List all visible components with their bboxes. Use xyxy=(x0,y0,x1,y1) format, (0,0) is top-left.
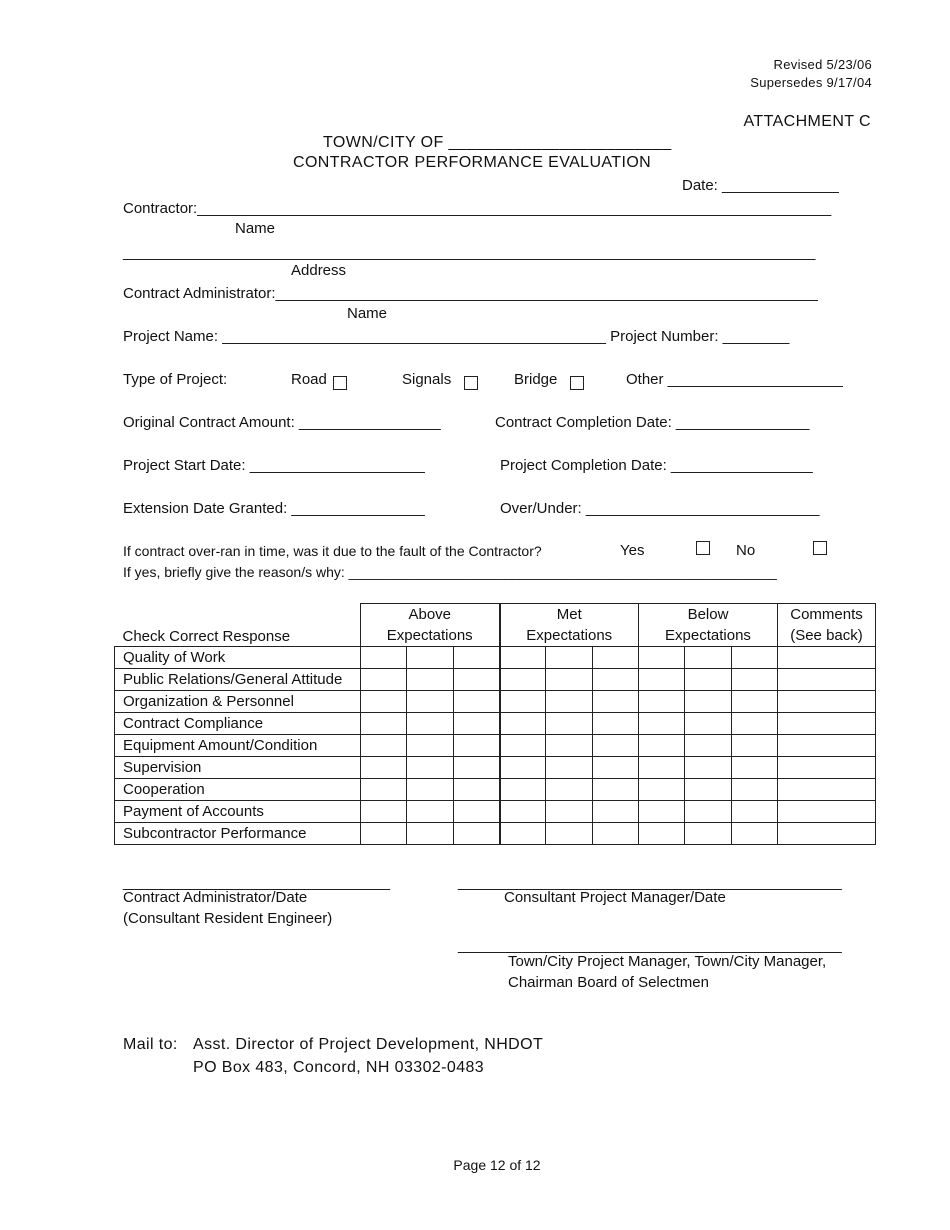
rating-cell[interactable] xyxy=(500,801,546,823)
admin-signature-sublabel: (Consultant Resident Engineer) xyxy=(123,910,333,927)
rating-cell[interactable] xyxy=(546,779,593,801)
rating-cell[interactable] xyxy=(593,691,639,713)
rating-cell[interactable] xyxy=(407,735,454,757)
yes-checkbox[interactable] xyxy=(696,541,710,555)
comment-cell[interactable] xyxy=(778,801,876,823)
rating-cell[interactable] xyxy=(593,779,639,801)
mail-to-label: Mail to: xyxy=(123,1036,178,1053)
town-pm-label: Town/City Project Manager, Town/City Manager, xyxy=(508,953,827,970)
rating-cell[interactable] xyxy=(639,647,685,669)
rating-cell[interactable] xyxy=(732,757,778,779)
type-bridge-label: Bridge xyxy=(514,371,558,388)
comment-cell[interactable] xyxy=(778,735,876,757)
overran-question: If contract over-ran in time, was it due to the fault of the Contractor? xyxy=(123,543,542,559)
rating-cell[interactable] xyxy=(500,757,546,779)
bridge-checkbox[interactable] xyxy=(570,376,584,390)
reasons-field[interactable]: If yes, briefly give the reason/s why: _______________________________________________________ xyxy=(123,564,777,580)
rating-cell[interactable] xyxy=(407,801,454,823)
rating-cell[interactable] xyxy=(546,735,593,757)
comment-cell[interactable] xyxy=(778,823,876,845)
revised-date: Revised 5/23/06 xyxy=(773,57,872,72)
criterion-label: Cooperation xyxy=(115,779,361,801)
column-met-expectations: Met Expectations xyxy=(500,604,639,647)
rating-cell[interactable] xyxy=(732,823,778,845)
criterion-label: Payment of Accounts xyxy=(115,801,361,823)
rating-cell[interactable] xyxy=(361,735,407,757)
rating-cell[interactable] xyxy=(685,735,732,757)
table-row xyxy=(115,757,876,779)
project-completion-date-field[interactable]: Project Completion Date: _________________ xyxy=(500,457,813,474)
comment-cell[interactable] xyxy=(778,669,876,691)
rating-cell[interactable] xyxy=(593,713,639,735)
mail-address-line1: Asst. Director of Project Development, NHDOT xyxy=(193,1036,544,1053)
project-name-field[interactable]: Project Name: ______________________________________________ Project Number: ________ xyxy=(123,328,790,345)
rating-cell[interactable] xyxy=(685,647,732,669)
criterion-label: Contract Compliance xyxy=(115,713,361,735)
evaluation-table xyxy=(114,603,876,845)
table-row xyxy=(115,735,876,757)
rating-cell[interactable] xyxy=(407,691,454,713)
table-row xyxy=(115,647,876,669)
rating-cell[interactable] xyxy=(407,647,454,669)
column-comments: Comments (See back) xyxy=(778,604,876,647)
rating-cell[interactable] xyxy=(546,757,593,779)
rating-cell[interactable] xyxy=(639,757,685,779)
comment-cell[interactable] xyxy=(778,779,876,801)
no-label: No xyxy=(736,542,756,559)
criterion-label: Equipment Amount/Condition xyxy=(115,735,361,757)
rating-cell[interactable] xyxy=(361,779,407,801)
rating-cell[interactable] xyxy=(546,823,593,845)
criterion-label: Supervision xyxy=(115,757,361,779)
rating-cell[interactable] xyxy=(454,735,500,757)
rating-cell[interactable] xyxy=(732,735,778,757)
rating-cell[interactable] xyxy=(639,735,685,757)
rating-cell[interactable] xyxy=(593,647,639,669)
criterion-label: Subcontractor Performance xyxy=(115,823,361,845)
comment-cell[interactable] xyxy=(778,691,876,713)
rating-cell[interactable] xyxy=(454,757,500,779)
rating-cell[interactable] xyxy=(593,801,639,823)
rating-cell[interactable] xyxy=(500,713,546,735)
rating-cell[interactable] xyxy=(500,823,546,845)
rating-cell[interactable] xyxy=(361,713,407,735)
type-of-project-label: Type of Project: xyxy=(123,371,228,388)
criterion-label: Quality of Work xyxy=(115,647,361,669)
comment-cell[interactable] xyxy=(778,647,876,669)
comment-cell[interactable] xyxy=(778,757,876,779)
supersedes-date: Supersedes 9/17/04 xyxy=(750,75,872,90)
rating-cell[interactable] xyxy=(407,779,454,801)
town-city-line: TOWN/CITY OF ________________________ xyxy=(323,134,672,151)
table-row xyxy=(115,691,876,713)
yes-label: Yes xyxy=(620,542,645,559)
rating-cell[interactable] xyxy=(454,691,500,713)
rating-cell[interactable] xyxy=(407,757,454,779)
rating-cell[interactable] xyxy=(685,713,732,735)
rating-cell[interactable] xyxy=(546,801,593,823)
signature-line-admin[interactable]: ________________________________ xyxy=(123,874,390,891)
rating-cell[interactable] xyxy=(685,823,732,845)
rating-cell[interactable] xyxy=(500,691,546,713)
over-under-field[interactable]: Over/Under: ____________________________ xyxy=(500,500,820,517)
rating-cell[interactable] xyxy=(454,823,500,845)
rating-cell[interactable] xyxy=(639,779,685,801)
rating-cell[interactable] xyxy=(732,801,778,823)
rating-cell[interactable] xyxy=(454,669,500,691)
rating-cell[interactable] xyxy=(407,713,454,735)
rating-cell[interactable] xyxy=(500,735,546,757)
table-row xyxy=(115,779,876,801)
rating-cell[interactable] xyxy=(685,757,732,779)
rating-cell[interactable] xyxy=(639,823,685,845)
mail-address-line2: PO Box 483, Concord, NH 03302-0483 xyxy=(193,1059,485,1076)
table-row xyxy=(115,801,876,823)
rating-cell[interactable] xyxy=(639,669,685,691)
rating-cell[interactable] xyxy=(500,779,546,801)
original-contract-amount-field[interactable]: Original Contract Amount: _________________ xyxy=(123,414,441,431)
rating-cell[interactable] xyxy=(454,801,500,823)
type-other-field[interactable]: Other _____________________ xyxy=(626,371,843,388)
rating-cell[interactable] xyxy=(361,823,407,845)
rating-cell[interactable] xyxy=(639,801,685,823)
criterion-label: Public Relations/General Attitude xyxy=(115,669,361,691)
table-row xyxy=(115,823,876,845)
extension-date-field[interactable]: Extension Date Granted: ________________ xyxy=(123,500,425,517)
rating-cell[interactable] xyxy=(361,801,407,823)
town-pm-sublabel: Chairman Board of Selectmen xyxy=(508,974,709,991)
rating-cell[interactable] xyxy=(500,647,546,669)
column-above-expectations: Above Expectations xyxy=(361,604,500,647)
rating-cell[interactable] xyxy=(361,647,407,669)
rating-cell[interactable] xyxy=(361,757,407,779)
consultant-pm-label: Consultant Project Manager/Date xyxy=(504,889,726,906)
rating-cell[interactable] xyxy=(454,779,500,801)
rating-cell[interactable] xyxy=(732,647,778,669)
rating-cell[interactable] xyxy=(685,801,732,823)
rating-cell[interactable] xyxy=(593,669,639,691)
page-number: Page 12 of 12 xyxy=(453,1157,541,1173)
rating-cell[interactable] xyxy=(407,669,454,691)
attachment-label: ATTACHMENT C xyxy=(743,113,871,130)
rating-cell[interactable] xyxy=(639,713,685,735)
contractor-field[interactable]: Contractor:____________________________________________________________________________ xyxy=(123,200,832,217)
rating-cell[interactable] xyxy=(732,669,778,691)
rating-cell[interactable] xyxy=(361,691,407,713)
rating-cell[interactable] xyxy=(361,669,407,691)
table-row xyxy=(115,669,876,691)
type-signals-label: Signals xyxy=(402,371,452,388)
row-header-label: Check Correct Response xyxy=(115,604,361,647)
signature-line-town[interactable]: ______________________________________________ xyxy=(458,937,842,954)
table-header-row xyxy=(115,604,876,647)
contract-completion-date-field[interactable]: Contract Completion Date: ________________ xyxy=(495,414,810,431)
rating-cell[interactable] xyxy=(639,691,685,713)
column-below-expectations: Below Expectations xyxy=(639,604,778,647)
rating-cell[interactable] xyxy=(546,691,593,713)
rating-cell[interactable] xyxy=(500,669,546,691)
rating-cell[interactable] xyxy=(732,779,778,801)
no-checkbox[interactable] xyxy=(813,541,827,555)
rating-cell[interactable] xyxy=(593,735,639,757)
rating-cell[interactable] xyxy=(732,691,778,713)
contractor-address-field[interactable]: ___________________________________________________________________________________ xyxy=(123,244,816,261)
form-title: CONTRACTOR PERFORMANCE EVALUATION xyxy=(293,154,652,171)
administrator-name-caption: Name xyxy=(347,305,388,322)
signals-checkbox[interactable] xyxy=(464,376,478,390)
rating-cell[interactable] xyxy=(454,713,500,735)
type-road-label: Road xyxy=(291,371,327,388)
rating-cell[interactable] xyxy=(454,647,500,669)
rating-cell[interactable] xyxy=(685,669,732,691)
rating-cell[interactable] xyxy=(732,713,778,735)
rating-cell[interactable] xyxy=(593,757,639,779)
rating-cell[interactable] xyxy=(407,823,454,845)
address-caption: Address xyxy=(291,262,347,279)
criterion-label: Organization & Personnel xyxy=(115,691,361,713)
date-field[interactable]: Date: ______________ xyxy=(682,177,839,194)
rating-cell[interactable] xyxy=(593,823,639,845)
contract-administrator-field[interactable]: Contract Administrator:_________________________________________________________________ xyxy=(123,285,818,302)
project-start-date-field[interactable]: Project Start Date: _____________________ xyxy=(123,457,425,474)
signature-line-consultant[interactable]: ______________________________________________ xyxy=(458,874,842,891)
contractor-name-caption: Name xyxy=(235,220,276,237)
comment-cell[interactable] xyxy=(778,713,876,735)
road-checkbox[interactable] xyxy=(333,376,347,390)
admin-signature-label: Contract Administrator/Date xyxy=(123,889,308,906)
rating-cell[interactable] xyxy=(546,647,593,669)
rating-cell[interactable] xyxy=(685,779,732,801)
rating-cell[interactable] xyxy=(685,691,732,713)
rating-cell[interactable] xyxy=(546,713,593,735)
table-row xyxy=(115,713,876,735)
rating-cell[interactable] xyxy=(546,669,593,691)
